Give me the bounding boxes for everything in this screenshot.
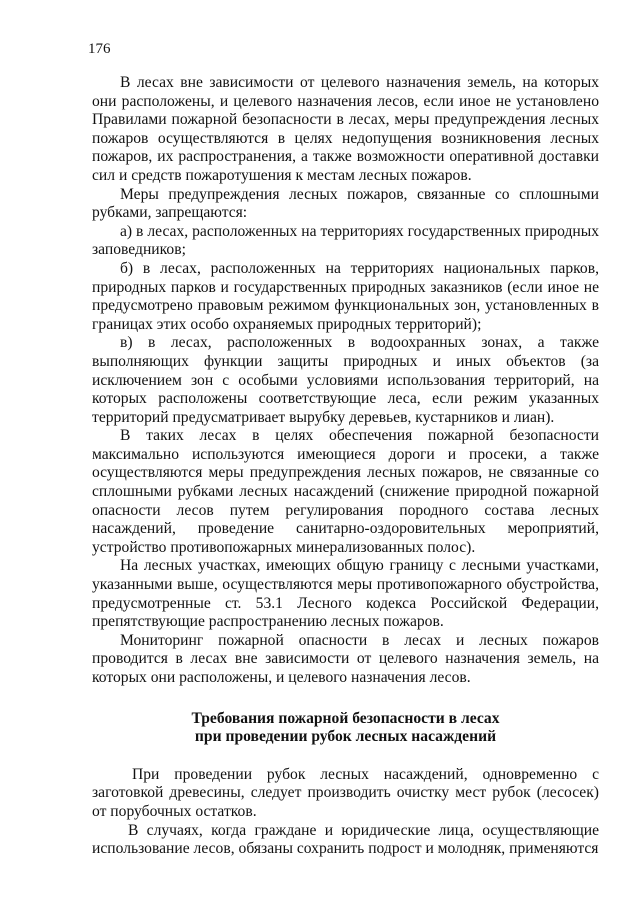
paragraph-clear-cutting-prohibited: Меры предупреждения лесных пожаров, связанные со сплошными рубками, запрещаются:: [92, 185, 599, 222]
paragraph-monitoring: Мониторинг пожарной опасности в лесах и лесных пожаров проводится в лесах вне зависимости от целевого назначения земель, на которых они расположены, и целевого назначения лесов.: [92, 631, 599, 686]
paragraph-item-b-national-parks: б) в лесах, расположенных на территориях национальных парков, природных парков и государственных природных заказников (если иное не предусмотрено правовым режимом функциональных зон, установленных в границах этих особо охраняемых природных территорий);: [92, 259, 599, 333]
paragraph-adjacent-plots: На лесных участках, имеющих общую границу с лесными участками, указанными выше, осуществляются меры противопожарного обустройства, предусмотренные ст. 53.1 Лесного кодекса Российской Федерации, препятствующие распространению лесных пожаров.: [92, 557, 599, 631]
paragraph-preserve-undergrowth: В случаях, когда граждане и юридические лица, осуществляющие использование лесов, обязаны сохранить подрост и молодняк, применяются: [92, 821, 599, 858]
section-heading: [92, 710, 599, 747]
body-text: [92, 74, 599, 859]
section-heading-line-1: Требования пожарной безопасности в лесах: [191, 709, 500, 727]
section-heading-line-2: при проведении рубок лесных насаждений: [194, 728, 497, 746]
paragraph-item-c-water-protection: в) в лесах, расположенных в водоохранных зонах, а также выполняющих функции защиты природных и иных объектов (за исключением зон с особыми условиями использования территорий, на которых расположены соответствующие леса, если режим указанных территорий предусматривает вырубку деревьев, кустарников и лиан).: [92, 334, 599, 426]
paragraph-fire-prevention-general: В лесах вне зависимости от целевого назначения земель, на которых они расположены, и целевого назначения лесов, если иное не установлено Правилами пожарной безопасности в лесах, меры предупреждения лесных пожаров осуществляются в целях недопущения возникновения лесных пожаров, их распространения, а также возможности оперативной доставки сил и средств пожаротушения к местам лесных пожаров.: [92, 74, 599, 184]
page-number: 176: [88, 41, 111, 57]
paragraph-roads-and-clearings: В таких лесах в целях обеспечения пожарной безопасности максимально используются имеющиеся дороги и просеки, а также осуществляются меры предупреждения лесных пожаров, не связанные со сплошными рубками лесных насаждений (снижение природной пожарной опасности лесов путем регулирования породного состава лесных насаждений, проведение санитарно-оздоровительных мероприятий, устройство противопожарных минерализованных полос).: [92, 427, 599, 556]
paragraph-item-a-reserves: а) в лесах, расположенных на территориях государственных природных заповедников;: [92, 222, 599, 259]
paragraph-logging-cleanup: При проведении рубок лесных насаждений, одновременно с заготовкой древесины, следует производить очистку мест рубок (лесосек) от порубочных остатков.: [92, 765, 599, 820]
